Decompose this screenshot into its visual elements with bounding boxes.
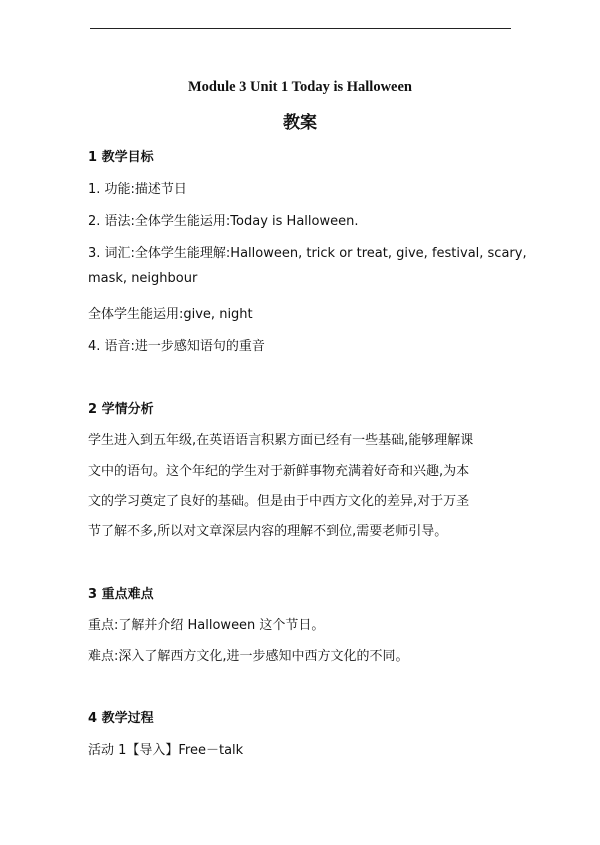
objective-item: 4. 语音:进一步感知语句的重音: [88, 339, 265, 354]
document-subtitle: 教案: [283, 113, 317, 133]
analysis-line: 文中的语句。这个年纪的学生对于新鲜事物充满着好奇和兴趣,为本: [88, 464, 470, 479]
objective-item-continued: mask, neighbour: [88, 271, 198, 286]
objective-item: 1. 功能:描述节日: [88, 182, 187, 197]
section-heading-key-points: 3 重点难点: [88, 587, 154, 602]
objective-item: 2. 语法:全体学生能运用:Today is Halloween.: [88, 214, 359, 229]
objective-item: 3. 词汇:全体学生能理解:Halloween, trick or treat, give, festival, scary,: [88, 246, 527, 261]
analysis-line: 节了解不多,所以对文章深层内容的理解不到位,需要老师引导。: [88, 524, 448, 539]
analysis-line: 学生进入到五年级,在英语语言积累方面已经有一些基础,能够理解课: [88, 433, 474, 448]
key-point-line: 重点:了解并介绍 Halloween 这个节日。: [88, 618, 325, 633]
objective-item: 全体学生能运用:give, night: [88, 307, 253, 322]
header-rule: [90, 28, 511, 29]
section-heading-objectives: 1 教学目标: [88, 150, 154, 165]
analysis-line: 文的学习奠定了良好的基础。但是由于中西方文化的差异,对于万圣: [88, 494, 470, 509]
activity-line: 活动 1【导入】Free－talk: [88, 743, 244, 758]
document-title: Module 3 Unit 1 Today is Halloween: [188, 79, 412, 95]
section-heading-analysis: 2 学情分析: [88, 402, 154, 417]
difficulty-line: 难点:深入了解西方文化,进一步感知中西方文化的不同。: [88, 649, 409, 664]
section-heading-process: 4 教学过程: [88, 711, 154, 726]
